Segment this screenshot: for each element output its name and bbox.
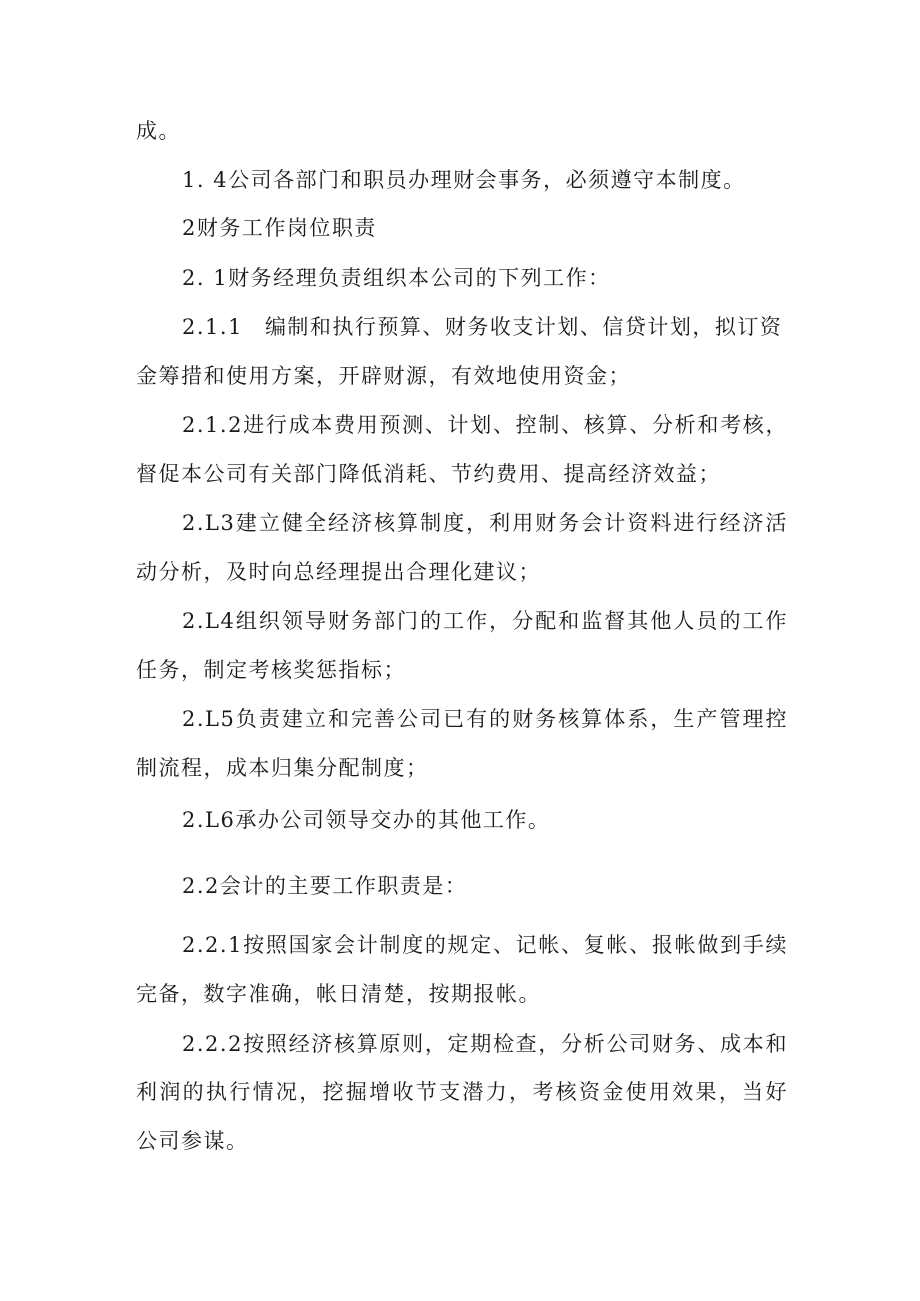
text-line: 2.L4组织领导财务部门的工作，分配和监督其他人员的工作 [182,609,788,633]
text-line: 2.L6承办公司领导交办的其他工作。 [182,808,551,832]
text-line: 2.1.2进行成本费用预测、计划、控制、核算、分析和考核， [182,413,788,437]
text-line: 2.2.2按照经济核算原则，定期检查，分析公司财务、成本和 [182,1032,788,1056]
text-line: 2. 1财务经理负责组织本公司的下列工作： [182,266,611,290]
text-line: 2.2.1按照国家会计制度的规定、记帐、复帐、报帐做到手续 [182,933,788,957]
text-line: 督促本公司有关部门降低消耗、节约费用、提高经济效益； [136,462,721,486]
text-line: 制流程，成本归集分配制度； [136,756,429,780]
section-heading: 2.2会计的主要工作职责是： [182,874,468,898]
clause-text: 编制和执行预算、财务收支计划、信贷计划，拟订资 [264,315,783,339]
clause-number: 2.1.1 [182,315,243,339]
text-line: 利润的执行情况，挖掘增收节支潜力，考核资金使用效果，当好 [136,1080,788,1104]
text-line [182,313,788,341]
text-line: 完备，数字准确，帐日清楚，按期报帐。 [136,982,541,1006]
text-line: 动分析，及时向总经理提出合理化建议； [136,560,541,584]
text-line: 金筹措和使用方案，开辟财源，有效地使用资金； [136,364,631,388]
text-line: 任务，制定考核奖惩指标； [136,658,406,682]
text-line: 2.L3建立健全经济核算制度，利用财务会计资料进行经济活 [182,511,788,535]
section-heading: 2财务工作岗位职责 [182,216,377,240]
text-line: 成。 [136,119,181,143]
text-line: 公司参谋。 [136,1129,249,1153]
text-line: 2.L5负责建立和完善公司已有的财务核算体系，生产管理控 [182,707,788,731]
text-line: 1. 4公司各部门和职员办理财会事务，必须遵守本制度。 [182,168,746,192]
